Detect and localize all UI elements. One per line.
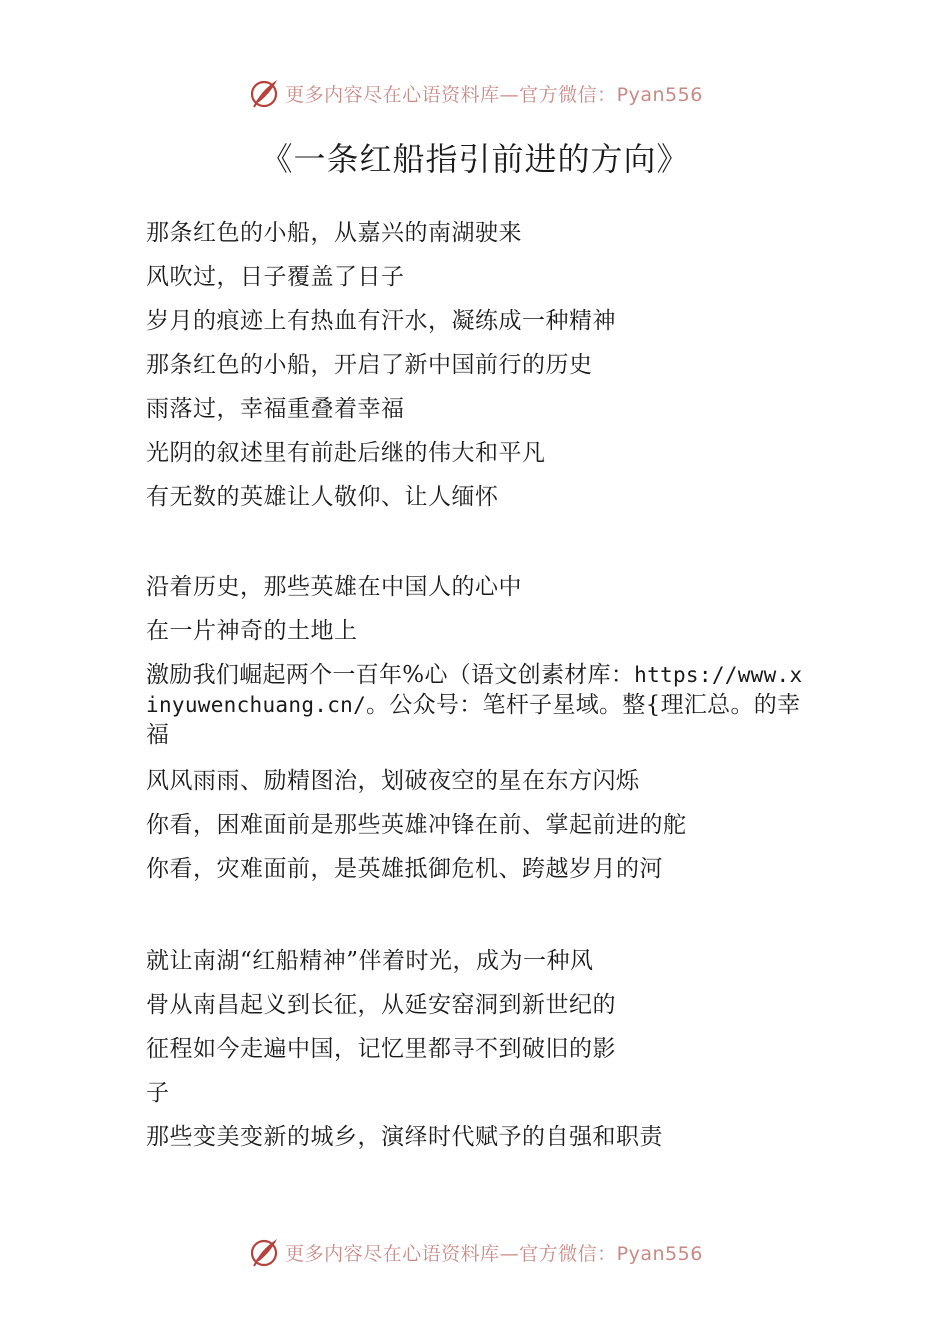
poem-line: 岁月的痕迹上有热血有汗水，凝练成一种精神 <box>146 308 616 334</box>
feather-quill-logo-icon <box>247 1235 281 1269</box>
page-title: 《一条红船指引前进的方向》 <box>260 140 690 178</box>
poem-line: 你看，灾难面前，是英雄抵御危机、跨越岁月的河 <box>146 856 663 882</box>
watermark-wechat-id: Pyan556 <box>616 83 703 106</box>
watermark-text <box>285 1239 703 1266</box>
poem-line: 风吹过，日子覆盖了日子 <box>146 264 405 290</box>
poem-line: 那些变美变新的城乡，演绎时代赋予的自强和职责 <box>146 1124 663 1150</box>
poem-line: 沿着历史，那些英雄在中国人的心中 <box>146 574 522 600</box>
poem-line: 在一片神奇的土地上 <box>146 618 358 644</box>
poem-line: 子 <box>146 1080 170 1106</box>
watermark-wechat-id: Pyan556 <box>616 1242 703 1265</box>
poem-line: 征程如今走遍中国，记忆里都寻不到破旧的影 <box>146 1036 616 1062</box>
poem-text: 。公众号：笔杆子星域。整{理汇总。的幸福 <box>146 692 801 748</box>
poem-line: 那条红色的小船，从嘉兴的南湖驶来 <box>146 220 522 246</box>
poem-line: 你看，困难面前是那些英雄冲锋在前、掌起前进的舵 <box>146 812 687 838</box>
feather-quill-logo-icon <box>247 76 281 110</box>
poem-paragraph-with-source <box>146 660 806 750</box>
header-watermark-banner <box>0 73 950 113</box>
footer-watermark-banner <box>0 1232 950 1272</box>
watermark-label: 更多内容尽在心语资料库—官方微信： <box>285 83 617 106</box>
source-url: https://www.xinyuwenchuang.cn/ <box>146 663 803 717</box>
watermark-label: 更多内容尽在心语资料库—官方微信： <box>285 1242 617 1265</box>
poem-line: 那条红色的小船，开启了新中国前行的历史 <box>146 352 593 378</box>
poem-line: 有无数的英雄让人敬仰、让人缅怀 <box>146 484 499 510</box>
poem-line: 骨从南昌起义到长征，从延安窑洞到新世纪的 <box>146 992 616 1018</box>
poem-line: 雨落过，幸福重叠着幸福 <box>146 396 405 422</box>
poem-text: 激励我们崛起两个一百年%心（语文创素材库： <box>146 662 635 688</box>
poem-line: 风风雨雨、励精图治，划破夜空的星在东方闪烁 <box>146 768 640 794</box>
watermark-text <box>285 80 703 107</box>
poem-line: 光阴的叙述里有前赴后继的伟大和平凡 <box>146 440 546 466</box>
poem-line: 就让南湖“红船精神”伴着时光，成为一种风 <box>146 948 594 974</box>
